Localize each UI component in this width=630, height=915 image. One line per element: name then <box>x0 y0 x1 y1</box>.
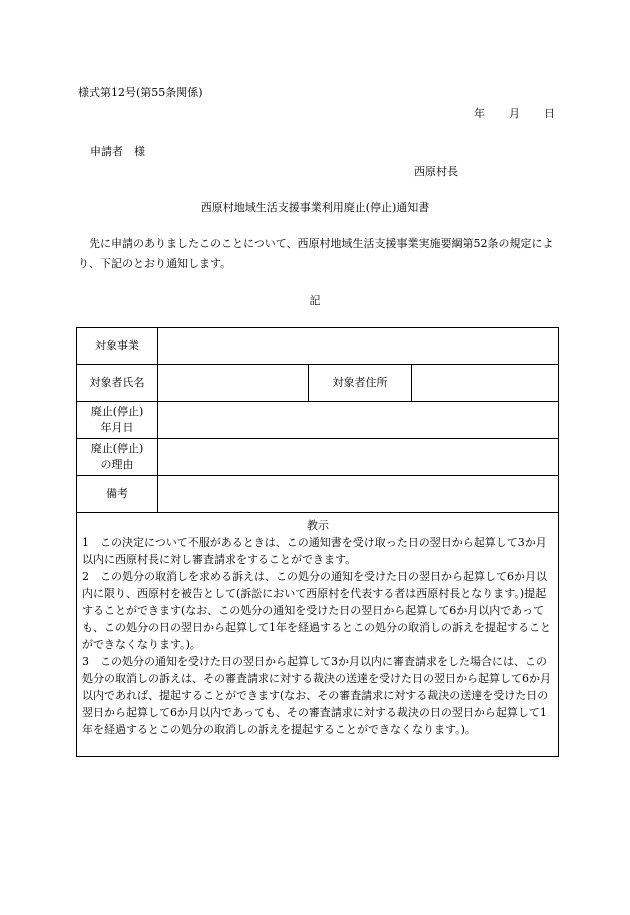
abolition-date-label-line1: 廃止(停止) <box>90 405 144 418</box>
notice-item-1: 1 この決定について不服があるときは、この通知書を受け取った日の翌日から起算して3か月以内に西原村長に対し審査請求をすることができます。 <box>82 536 547 566</box>
target-business-value[interactable] <box>158 328 559 365</box>
notice-item-3: 3 この処分の通知を受けた日の翌日から起算して3か月以内に審査請求をした場合には、この処分の取消しの訴えは、その審査請求に対する裁決の送達を受けた日の翌日から起算して6か月以内であれば、提起することができます(なお、その審査請求に対する裁決の送達を受けた日の翌日から起算して6か月以内であっても、その審査請求に対する裁決の日の翌日から起算して1年を経過するとこの処分の取消しの訴えを提起することができなくなります。)。 <box>82 655 551 736</box>
row-target-business <box>77 328 559 365</box>
abolition-reason-label <box>77 439 158 476</box>
date-year: 年 <box>474 107 485 120</box>
row-abolition-reason <box>77 439 559 476</box>
abolition-reason-value[interactable] <box>158 439 559 476</box>
row-abolition-date <box>77 402 559 439</box>
notice-cell <box>77 513 559 757</box>
target-address-value[interactable] <box>412 365 559 402</box>
row-notice <box>77 513 559 757</box>
abolition-reason-label-line1: 廃止(停止) <box>90 442 144 455</box>
target-name-value[interactable] <box>158 365 309 402</box>
ki-heading: 記 <box>309 294 321 307</box>
issuer-name: 西原村長 <box>414 165 458 178</box>
record-table <box>76 327 559 757</box>
remarks-label: 備考 <box>77 476 158 513</box>
date-day: 日 <box>544 107 555 120</box>
intro-paragraph: 先に申請のありましたこのことについて、西原村地域生活支援事業実施要綱第52条の規定により、下記のとおり通知します。 <box>78 237 554 270</box>
abolition-date-value[interactable] <box>158 402 559 439</box>
notice-heading: 教示 <box>307 519 329 532</box>
target-name-label: 対象者氏名 <box>77 365 158 402</box>
notice-item-2: 2 この処分の取消しを求める訴えは、この処分の通知を受けた日の翌日から起算して6か月以内に限り、西原村を被告として(訴訟において西原村を代表する者は西原村長となります。)提起することができます(なお、この処分の通知を受けた日の翌日から起算して6か月以内であっても、この処分の日の翌日から起算して1年を経過するとこの処分の取消しの訴えを提起することができなくなります。)。 <box>82 570 551 651</box>
remarks-value[interactable] <box>158 476 559 513</box>
abolition-reason-label-line2: の理由 <box>100 458 134 471</box>
form-number: 様式第12号(第55条関係) <box>78 86 203 99</box>
row-remarks <box>77 476 559 513</box>
row-target-person <box>77 365 559 402</box>
abolition-date-label-line2: 年月日 <box>100 421 134 434</box>
abolition-date-label <box>77 402 158 439</box>
applicant-addressee: 申請者 様 <box>90 145 145 158</box>
target-business-label: 対象事業 <box>77 328 158 365</box>
document-title: 西原村地域生活支援事業利用廃止(停止)通知書 <box>200 201 430 214</box>
date-line <box>474 105 555 121</box>
date-month: 月 <box>509 107 520 120</box>
target-address-label: 対象者住所 <box>309 365 412 402</box>
